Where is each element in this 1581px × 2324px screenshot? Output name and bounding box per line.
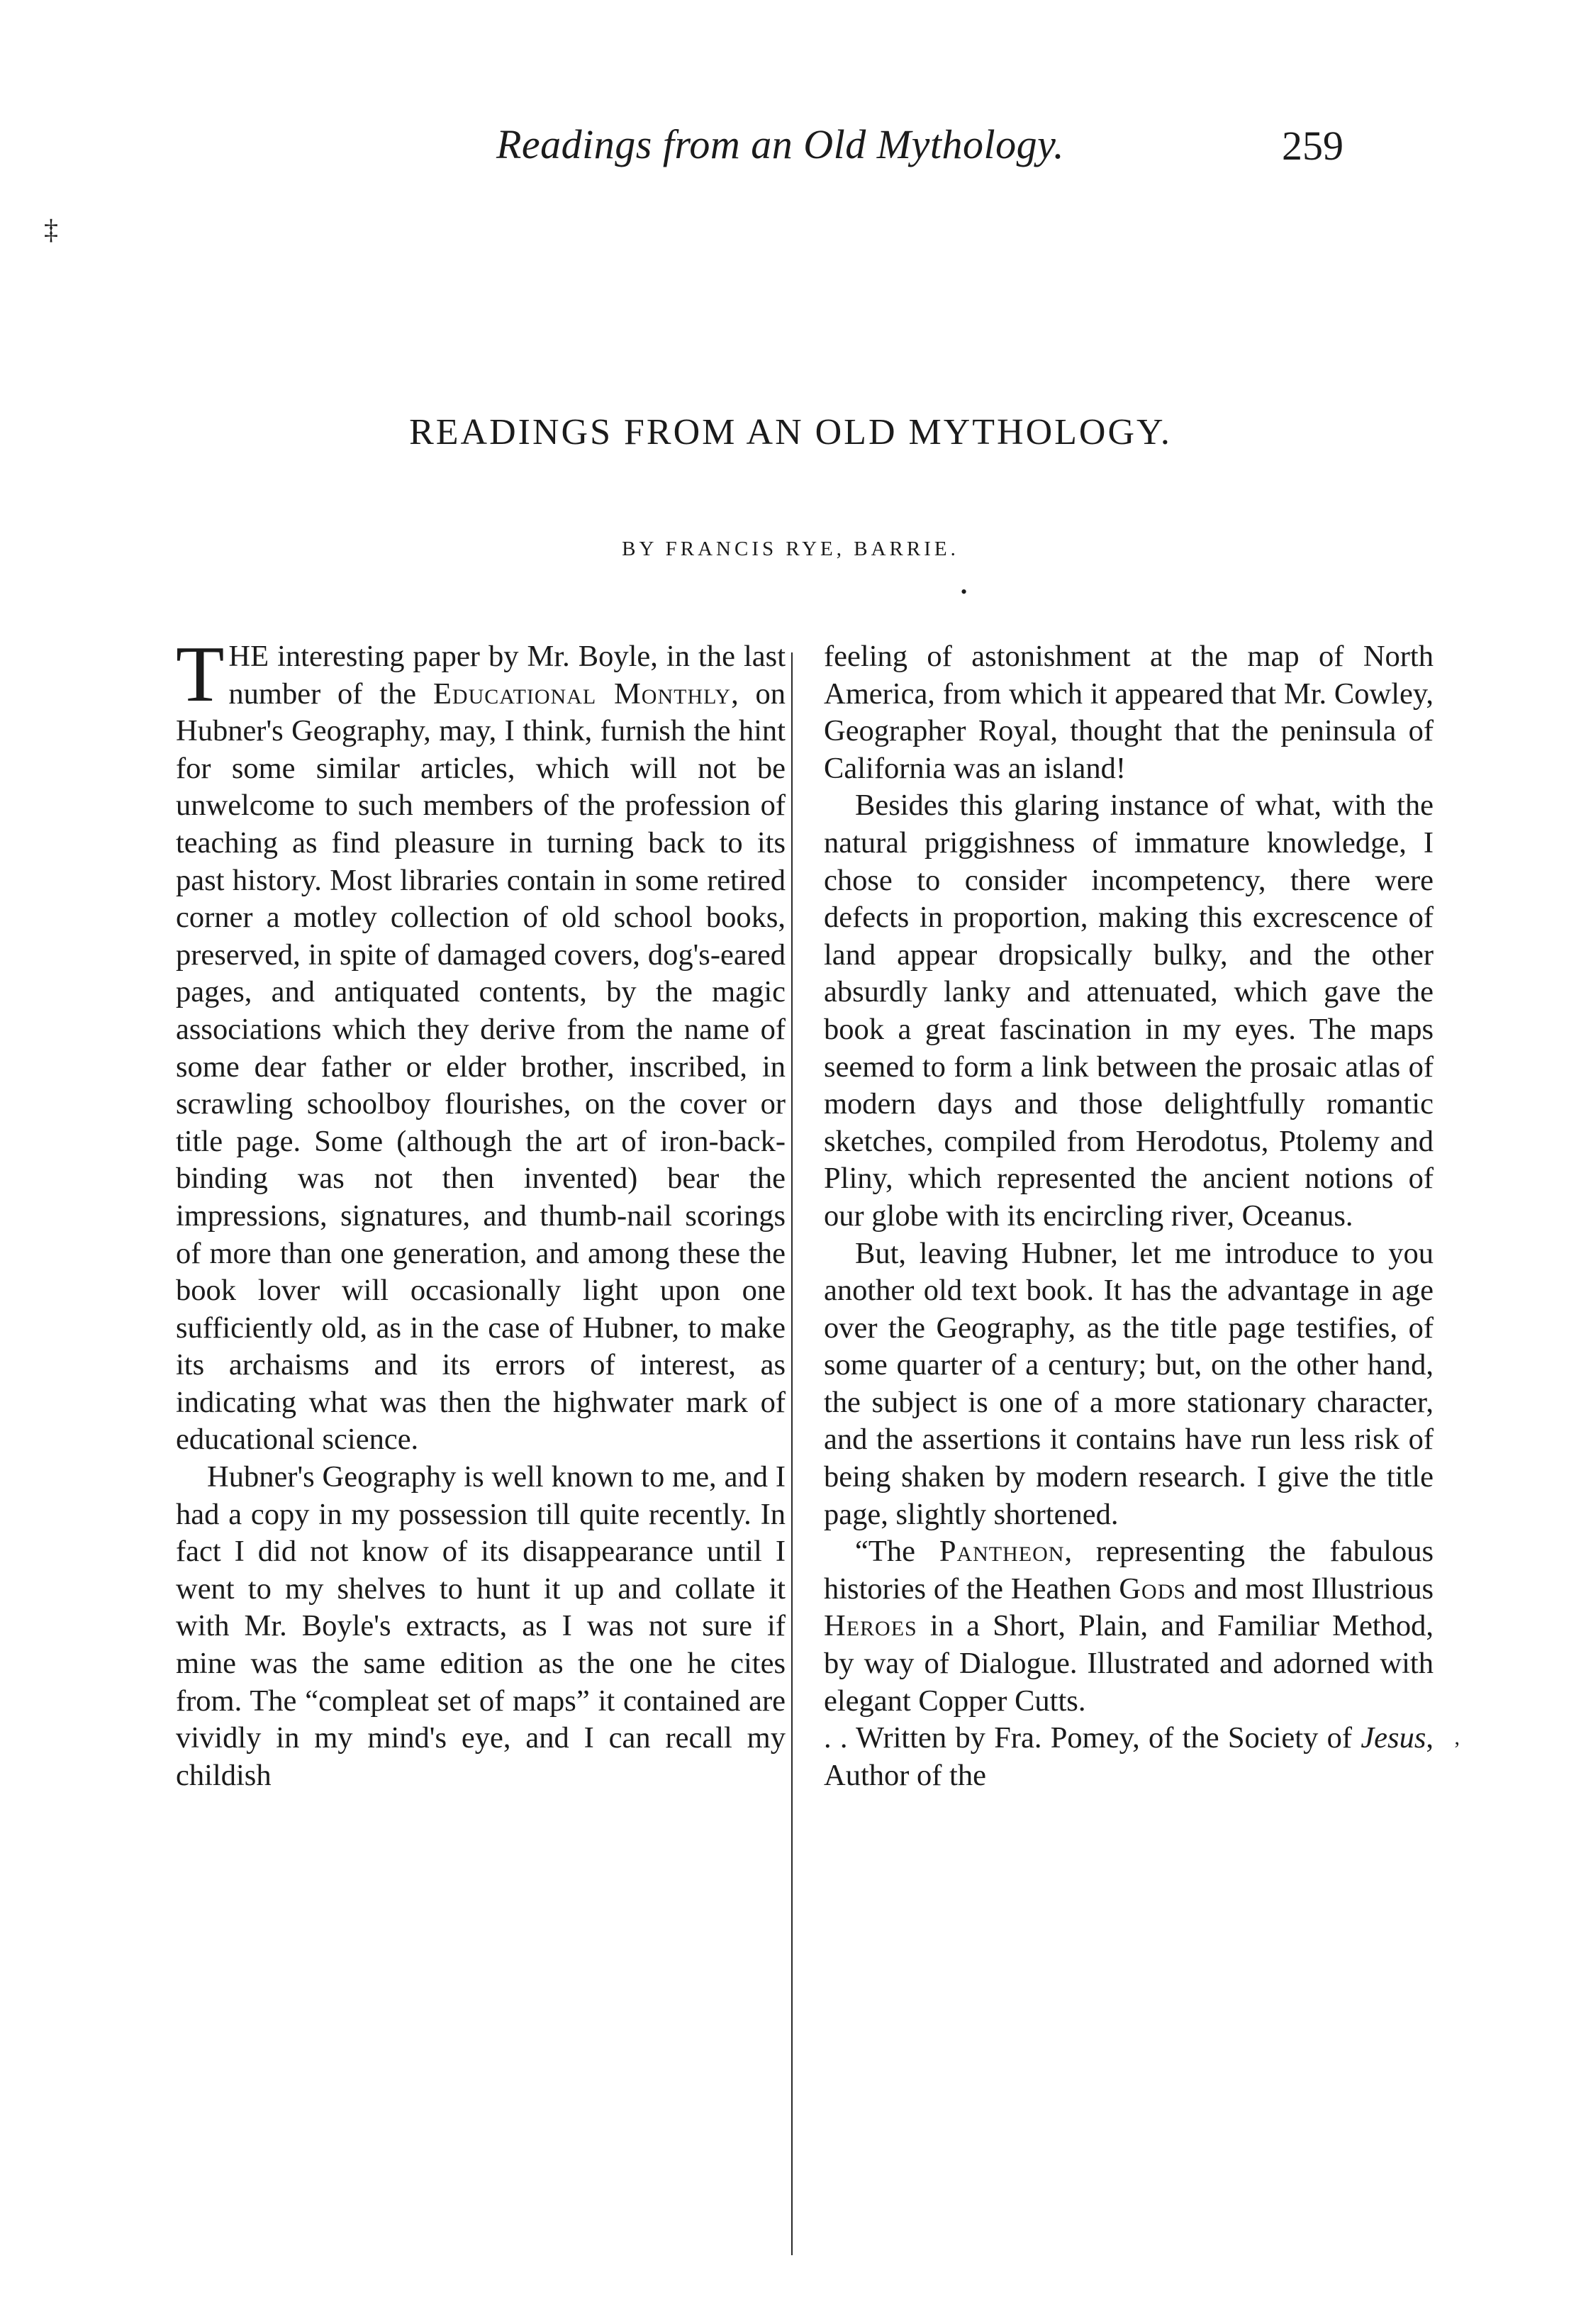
right-column bbox=[824, 638, 1434, 2276]
page-number: 259 bbox=[1282, 123, 1343, 169]
paragraph-text: HE interesting paper by Mr. Boyle, in the last number of the bbox=[228, 640, 786, 711]
emphasis-jesus: Jesus bbox=[1361, 1721, 1426, 1755]
left-column bbox=[176, 638, 786, 2276]
paragraph-text: and most Illustrious bbox=[1186, 1572, 1434, 1606]
paragraph: But, leaving Hubner, let me introduce to you another old text book. It has the advantage in age over the Geography, as the title page testifies, of some quarter of a century; but, on the other hand, the subject is one of a more stationary character, and the assertions it contains have run less risk of being shaken by modern research. I give the title page, slightly shortened. bbox=[824, 1236, 1434, 1531]
ornament-dot: • bbox=[961, 582, 968, 602]
emphasis-gods: Gods bbox=[1119, 1572, 1187, 1606]
paragraph-text: in a Short, Plain, and Familiar Method, by way of Dialogue. Illustrated and adorned with elegant Copper Cutts. bbox=[824, 1609, 1434, 1718]
paragraph: Besides this glaring instance of what, with the natural priggishness of immature knowledge, I chose to consider incompetency, there were defects in proportion, making this excrescence of land appear dropsically bulky, and the other absurdly lanky and attenuated, which gave the book a great fascination in my eyes. The maps seemed to form a link between the prosaic atlas of modern days and those delightfully romantic sketches, compiled from Herodotus, Ptolemy and Pliny, which represented the ancient notions of our globe with its encircling river, Oceanus. bbox=[824, 789, 1434, 1233]
stray-printer-mark: ‡ bbox=[44, 213, 58, 245]
journal-name: Educational Monthly bbox=[432, 677, 732, 711]
article-title: READINGS FROM AN OLD MYTHOLOGY. bbox=[409, 412, 1172, 452]
margin-mark: ’ bbox=[1453, 1738, 1460, 1761]
emphasis-heroes: Heroes bbox=[824, 1609, 917, 1643]
paragraph bbox=[824, 1720, 1434, 1794]
drop-cap: T bbox=[176, 638, 225, 718]
paragraph-text: “The bbox=[855, 1535, 939, 1569]
column-divider bbox=[791, 652, 793, 2255]
running-title: Readings from an Old Mythology. bbox=[496, 121, 1065, 167]
paragraph-text: , representing the fabulous histories of the Heathen bbox=[824, 1535, 1434, 1606]
paragraph bbox=[824, 1533, 1434, 1720]
paragraph-text: . . Written by Fra. Pomey, of the Society of bbox=[824, 1721, 1361, 1755]
book-title-pantheon: Pantheon bbox=[939, 1535, 1065, 1569]
paragraph bbox=[176, 638, 786, 1459]
paragraph: Hubner's Geography is well known to me, and I had a copy in my possession till quite recently. In fact I did not know of its disappearance until I went to my shelves to hunt it up and collate it with Mr. Boyle's extracts, as I was not sure if mine was the same edition as the one he cites from. The “compleat set of maps” it contained are vividly in my mind's eye, and I can recall my childish bbox=[176, 1460, 786, 1792]
paragraph-text: , on Hubner's Geography, may, I think, furnish the hint for some similar articles, which will not be unwelcome to such members of the profession of teaching as find pleasure in turning back to its past history. Most libraries contain in some retired corner a motley collection of old school books, preserved, in spite of damaged covers, dog's-eared pages, and antiquated contents, by the magic associations which they derive from the name of some dear father or elder brother, inscribed, in scrawling schoolboy flourishes, on the cover or title page. Some (although the art of iron-back-binding was not then invented) bear the impressions, signatures, and thumb-nail scorings of more than one generation, and among these the book lover will occasionally light upon one sufficiently old, as in the case of Hubner, to make its archaisms and its errors of interest, as indicating what was then the highwater mark of educational science. bbox=[176, 677, 786, 1457]
paragraph-text: , Author of the bbox=[824, 1721, 1434, 1792]
article-byline: BY FRANCIS RYE, BARRIE. bbox=[622, 538, 959, 560]
paragraph: feeling of astonishment at the map of North America, from which it appeared that Mr. Cowley, Geographer Royal, thought that the peninsula of California was an island! bbox=[824, 640, 1434, 785]
